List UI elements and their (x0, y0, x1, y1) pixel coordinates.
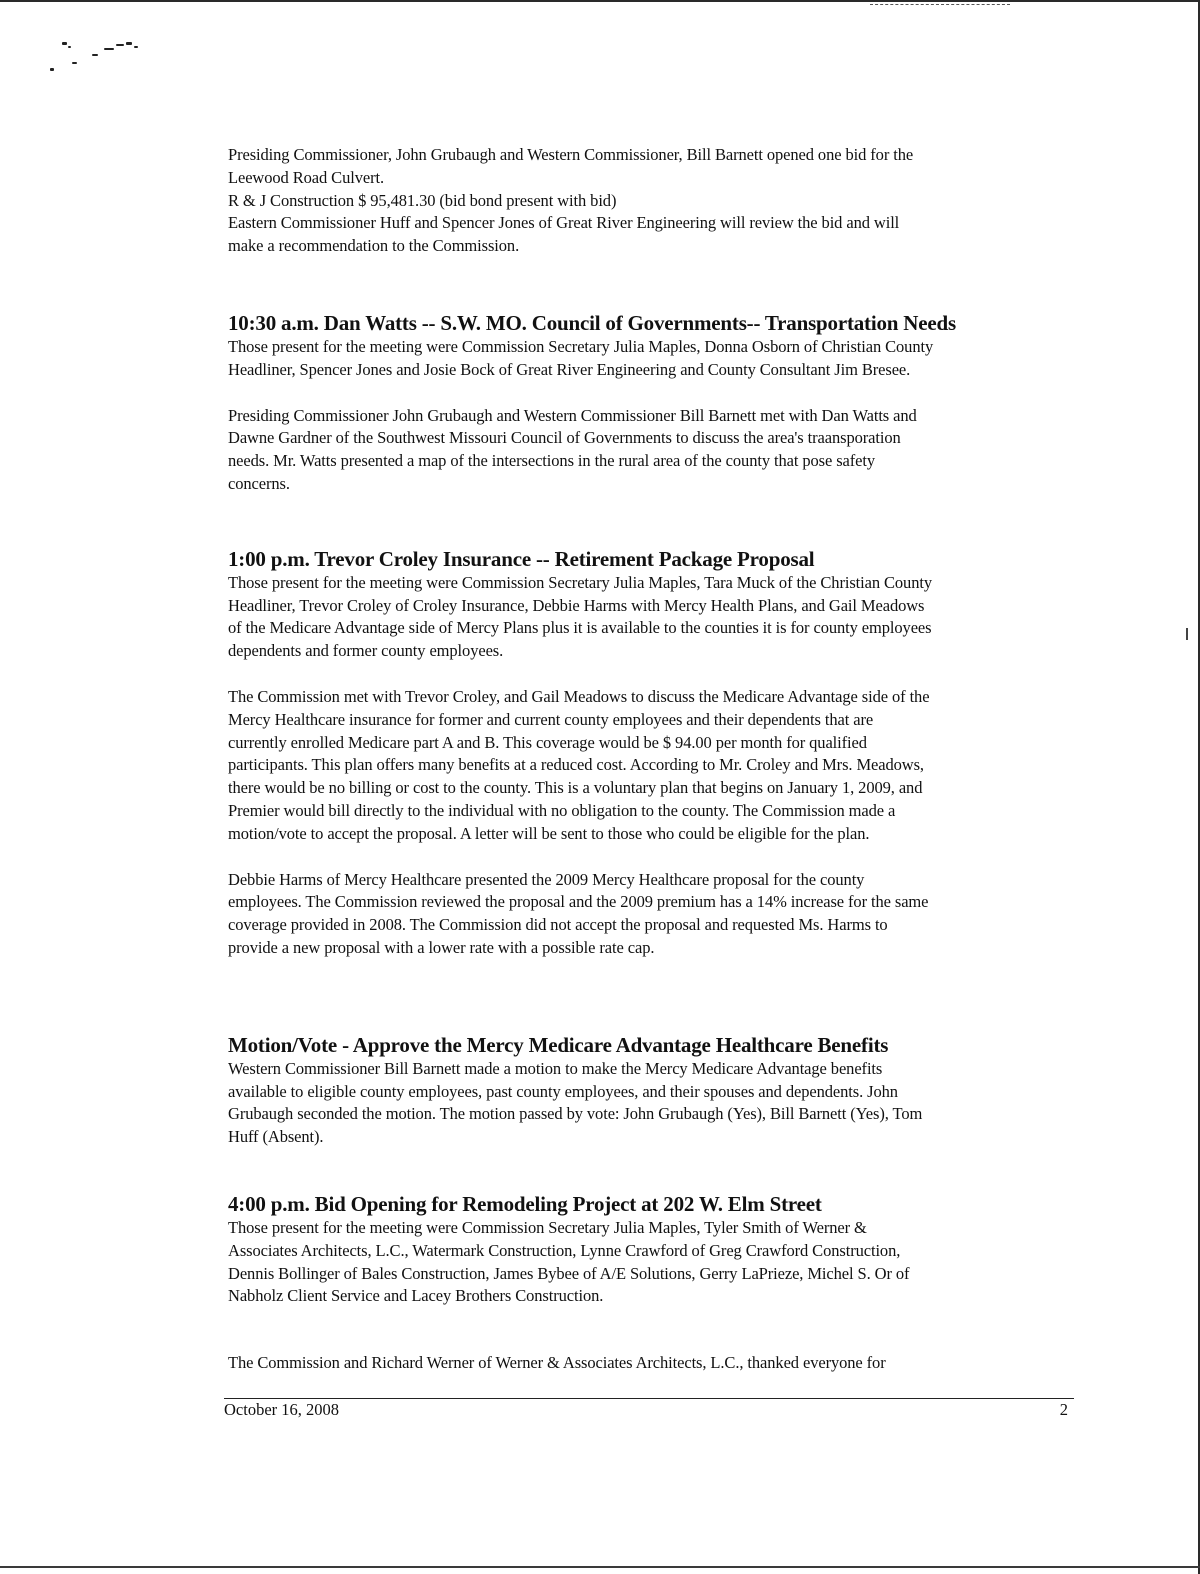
scan-speck (116, 44, 124, 46)
scan-speck (68, 46, 71, 48)
section-heading: Motion/Vote - Approve the Mercy Medicare Advantage Healthcare Benefits (228, 1032, 889, 1057)
section-heading: 1:00 p.m. Trevor Croley Insurance -- Retirement Package Proposal (228, 546, 815, 571)
scan-margin-mark (1186, 628, 1188, 640)
footer-page-number: 2 (1059, 1400, 1068, 1419)
section-heading: 4:00 p.m. Bid Opening for Remodeling Project at 202 W. Elm Street (228, 1191, 822, 1216)
paragraph: The Commission met with Trevor Croley, and Gail Meadows to discuss the Medicare Advantage side of the Mercy Healthcare insurance for former and current county employees and their dependents that are currently enrolled Medicare part A and B. This coverage would be $ 94.00 per month for qualified participants. This plan offers many benefits at a reduced cost. According to Mr. Croley and Mrs. Meadows, there would be no billing or cost to the county. This is a voluntary plan that begins on January 1, 2009, and Premier would bill directly to the individual with no obligation to the county. The Commission made a motion/vote to accept the proposal. A letter will be sent to those who could be eligible for the plan. (228, 686, 930, 843)
scan-speck (126, 42, 132, 45)
scan-speck (92, 54, 98, 56)
paragraph: Western Commissioner Bill Barnett made a motion to make the Mercy Medicare Advantage benefits available to eligible county employees, past county employees, and their spouses and dependents. John Grubaugh seconded the motion. The motion passed by vote: John Grubaugh (Yes), Bill Barnett (Yes), Tom Huff (Absent). (228, 1058, 923, 1147)
document-blocks (228, 144, 1088, 1375)
scan-speck (72, 62, 77, 64)
paragraph: Presiding Commissioner, John Grubaugh and Western Commissioner, Bill Barnett opened one bid for the Leewood Road Culvert. R & J Construction $ 95,481.30 (bid bond present with bid) Eastern Commissioner Huff and Spencer Jones of Great River Engineering will review the bid and will make a recommendation to the Commission. (228, 145, 914, 256)
document-body (228, 144, 1088, 1375)
scan-edge-bottom (0, 1566, 1200, 1568)
paragraph: Those present for the meeting were Commission Secretary Julia Maples, Donna Osborn of Christian County Headliner, Spencer Jones and Josie Bock of Great River Engineering and County Consultant Jim Bresee. (228, 336, 934, 379)
scan-edge-top (0, 0, 1200, 2)
footer-date: October 16, 2008 (224, 1400, 340, 1419)
scan-speck (50, 68, 54, 71)
scan-speck (62, 42, 67, 45)
paragraph: Those present for the meeting were Commission Secretary Julia Maples, Tara Muck of the Christian County Headliner, Trevor Croley of Croley Insurance, Debbie Harms with Mercy Health Plans, and Gail Meadows of the Medicare Advantage side of Mercy Plans plus it is available to the counties it is for county employees dependents and former county employees. (228, 572, 932, 661)
paragraph: Those present for the meeting were Commission Secretary Julia Maples, Tyler Smith of Werner & Associates Architects, L.C., Watermark Construction, Lynne Crawford of Greg Crawford Construction, Dennis Bollinger of Bales Construction, James Bybee of A/E Solutions, Gerry LaPrieze, Michel S. Or of Nabholz Client Service and Lacey Brothers Construction. (228, 1217, 910, 1306)
scan-dash-mark (870, 4, 1010, 5)
section-heading: 10:30 a.m. Dan Watts -- S.W. MO. Council of Governments-- Transportation Needs (228, 310, 956, 335)
scan-speck (134, 46, 138, 48)
scan-speck (104, 48, 114, 50)
paragraph: The Commission and Richard Werner of Werner & Associates Architects, L.C., thanked everyone for (228, 1353, 886, 1373)
paragraph: Presiding Commissioner John Grubaugh and Western Commissioner Bill Barnett met with Dan Watts and Dawne Gardner of the Southwest Missouri Council of Governments to discuss the area's traansporation needs. Mr. Watts presented a map of the intersections in the rural area of the county that pose safety concerns. (228, 405, 917, 493)
paragraph: Debbie Harms of Mercy Healthcare presented the 2009 Mercy Healthcare proposal for the county employees. The Commission reviewed the proposal and the 2009 premium has a 14% increase for the same coverage provided in 2008. The Commission did not accept the proposal and requested Ms. Harms to provide a new proposal with a lower rate with a possible rate cap. (228, 869, 929, 957)
page-footer (224, 1398, 1074, 1419)
